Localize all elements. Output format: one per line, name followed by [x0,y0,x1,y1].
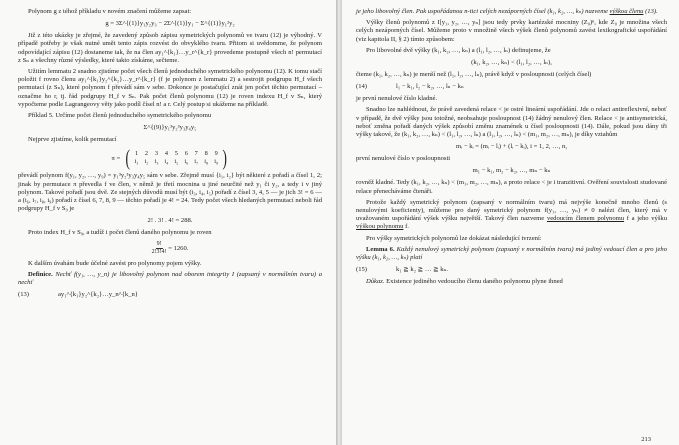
perm-cell: i₄ [164,158,169,166]
equation-14 [356,82,667,91]
perm-cell: i₉ [214,158,219,166]
left-page [0,0,336,445]
formula: Σ^{(9)}y₁³y₂³y₃y₄y₅ [143,124,197,132]
perm-cell: i₅ [174,158,179,166]
paragraph: Nejprve zjistíme, kolik permutací [28,136,117,144]
formula: (k₁, k₂, …, kₙ) < (l₁, l₂, …, lₙ), [471,59,552,67]
paragraph: Proto index H_f v S₉, a tudíž i počet členů daného polynomu je roven [28,229,212,237]
fraction-numerator: 9! [156,240,162,247]
lemma-text: Každý nenulový symetrický polynom (zapsaný v normálním tvaru) má jediný vedoucí člen a pro jeho výšku (k₁, k₂, …, kₙ) platí [356,245,667,262]
perm-cell: i₈ [204,158,209,166]
text-run: Protože každý symetrický polynom (zapsaný v normálním tvaru) má nejvýše konečně mnoho členů (s nenulovými koeficienty), můžeme pro daný symetrický polynom f(y₁, …, yₙ) ≠ 0 nalézt člen, který má v uvažovaném uspořádání výšek výšku největší. Takový člen nazveme [356,198,667,223]
definition-text: Nechť f(y₁, …, y_n) je libovolný polynom nad oborem integrity I (zapsaný v normálním tvaru) a nechť [18,270,322,287]
proof-paragraph [356,278,667,286]
equation-number: (15) [356,266,367,274]
paragraph: Polynom g z téhož příkladu v novém značení můžeme zapsat: [28,8,192,15]
lemma-label: Lemma 6. [366,245,395,253]
text-run: je jeho libovolný člen. Pak uspořádanou n-tici celých nezáporných čísel (k₁, k₂, …, kₙ) nazveme [356,8,608,15]
left-column [18,8,322,303]
perm-cell: 7 [194,150,198,158]
formula: mᵢ − kᵢ = (mᵢ − lᵢ) + (lᵢ − kᵢ), i = 1, 2, …, n, [455,143,567,151]
text-run: (13). [645,8,658,15]
paragraph [356,199,667,232]
equation-body: ay₁^{k₁}y₂^{k₂}…y_n^{k_n} [58,291,138,299]
perm-cell: i₃ [154,158,159,166]
fraction-formula [18,241,322,256]
perm-cell: 1 [134,150,139,158]
paragraph: Pro výšky symetrických polynomů lze dokázat následující tvrzení: [366,234,542,242]
perm-cell: 2 [144,150,149,158]
right-column [356,8,667,289]
paragraph: Výšky členů polynomů z I[y₁, y₂, …, yₙ] jsou tedy prvky kartézské mocniny (Z₀)ⁿ, kde Z₀ je množina všech celých nezáporných čísel. Můžeme proto v množině všech výšek členů polynomů zavést lexikografické uspořádání (viz kapitola II, § 2) tímto způsobem: [356,19,667,43]
equation-number: (14) [356,83,367,91]
permutation-row-top [132,150,222,158]
perm-cell: i₆ [184,158,189,166]
paragraph [356,8,667,16]
example-label: Příklad 5. [28,112,54,120]
equation-15 [356,265,667,274]
perm-cell: 8 [204,150,208,158]
paragraph: první nenulové číslo v posloupnosti [356,155,451,163]
equation-13 [18,290,322,299]
underlined-term: vedoucím členem polynomu [546,215,625,223]
formula: g = 3Σ^{(1)}y₁y₂y₃ − 2Σ^{(1)}y₁ − Σ^{(1)}y₁²y₂ [105,20,235,28]
perm-cell: 5 [174,150,178,158]
lemma-paragraph [356,246,667,262]
example-paragraph [18,112,322,120]
permutation-table [132,150,222,166]
paragraph: je první nenulové číslo kladné. [356,95,438,103]
example-text: Určíme počet členů jednoduchého symetrického polynomu [55,112,212,120]
equation-body: k₁ ≧ k₂ ≧ … ≧ kₙ. [396,266,449,274]
permutation-matrix [18,145,322,171]
text-run: f. [405,223,409,231]
underlined-term: výškou polynomu [356,223,404,231]
paragraph: rovněž kladné. Tedy (k₁, k₂, …, kₙ) < (m₁, m₂, …, mₙ), a proto relace < je i tranzitivní. Ověření souvislosti studované relace přenecháváme čtenáři. [356,179,667,195]
equation-number: (13) [18,291,29,299]
right-paren: ) [222,145,228,171]
permutation-row-bottom [132,158,222,166]
left-paren: ( [125,145,131,171]
fraction [152,241,167,256]
page-number: 213 [641,436,651,443]
formula: 2! . 3! . 4! = 288. [147,217,193,225]
underlined-term: výškou členu [609,8,644,15]
formula: m₁ − k₁, m₂ − k₂, …, mₙ − kₙ [472,167,551,175]
definition-paragraph [18,271,322,287]
proof-text: Existence jediného vedoucího členu daného polynomu plyne ihned [386,278,563,286]
perm-cell: i₂ [144,158,149,166]
paragraph: Užitím lemmatu 2 snadno zjistíme počet všech členů jednoduchého symetrického polynomu (12). K tomu stačí položit f rovno členu ay₁^{k₁}y₂^{k₂}…y_r^{k_r} (f je polynom z lemmatu 2) a sestrojit podgrupu H_f všech permutací (z Sₙ), které polynom f převádí sám v sebe. Dokonce je postačující znát jen počet těchto permutací – označme ho r, tj. řád podgrupy H_f v Sₙ. Pak počet členů polynomu (12) je roven indexu H_f v Sₙ, který vypočteme podle Lagrangeovy věty jako podíl čísel n! a r. Celý postup si ukážeme na příkladě. [18,68,322,108]
perm-cell: 3 [154,150,159,158]
text-run: f a jeho výšku [626,215,668,223]
paragraph: K dalším úvahám bude účelné zavést pro polynomy pojem výšky. [28,259,202,267]
perm-cell: 6 [184,150,188,158]
paragraph: převádí polynom f(y₁, y₂, …, y₉) = y₁³y₂³y₃y₄y₅ sám v sebe. Zřejmě musí {i₁, i₂} být některé z pořadí a čísel 1, 2; jinak by permutace π převedla f ve člen, v němž je třetí mocnina u jiné neurčité než y₁ či y₂, a tedy i v jiný polynom. Takové pořadí jsou dvě. Ze stejných důvodů musí být (i₃, i₄, i₅) pořadí z čísel 3, 4, 5 — je jich 3! = 6 — a (i₆, i₇, i₈, i₉) pořadí z čísel 6, 7, 8, 9 — těchto pořadí je 4! = 24. Tedy počet všech hledaných permutací neboli řád podgrupy H_f v S₉ je [18,172,322,213]
paragraph: čteme (k₁, k₂, …, kₙ) je menší než (l₁, l₂, …, lₙ), právě když v posloupnosti (celých čísel) [356,71,592,79]
perm-cell: i₁ [134,158,139,166]
paragraph: Již z této ukázky je zřejmé, že zavedený způsob zápisu symetrických polynomů ve tvaru (12) je výhodný. V případě potřeby je však nutné umět tento zápis rozvést do obvyklého tvaru. Přitom si uvědomme, že polynom odpovídající zápisu (12) dostaneme tak, že na člen ay₁^{k₁}…y_r^{k_r} provedeme postupně všech n! permutací z Sₙ a všechny různé výsledky, které takto získáme, sečteme. [18,32,322,64]
paragraph: Pro libovolné dvě výšky (k₁, k₂, …, kₙ) a (l₁, l₂, …, lₙ) definujeme, že [366,46,551,54]
proof-label: Důkaz. [366,278,385,286]
paragraph: Snadno lze nahlédnout, že právě zavedená relace < je ostré lineární uspořádání. Jde o relaci antireflexivní, neboť v případě, že dvě výšky jsou totožné, neobsahuje posloupnost (14) žádný nenulový člen. Relace < je antisymetrická, neboť změna pořadí daných výšek způsobí změnu znamének u čísel posloupnosti (14). Dále, pokud jsou dány tři výšky takové, že (k₁, k₂, …, kₙ) < (l₁, l₂, …, lₙ) a (l₁, l₂, …, lₙ) < (m₁, m₂, …, mₙ), je díky vztahům [356,106,667,139]
definition-label: Definice. [28,270,53,278]
fraction-result: = 1260. [168,244,189,252]
permutation-lhs: π = [111,154,121,162]
perm-cell: i₇ [194,158,199,166]
perm-cell: 9 [214,150,218,158]
fraction-denominator: 2!3!4! [151,248,167,255]
equation-body: l₁ − k₁, l₂ − k₂, …, lₙ − kₙ [396,83,464,91]
perm-cell: 4 [164,150,168,158]
right-page [342,0,679,445]
